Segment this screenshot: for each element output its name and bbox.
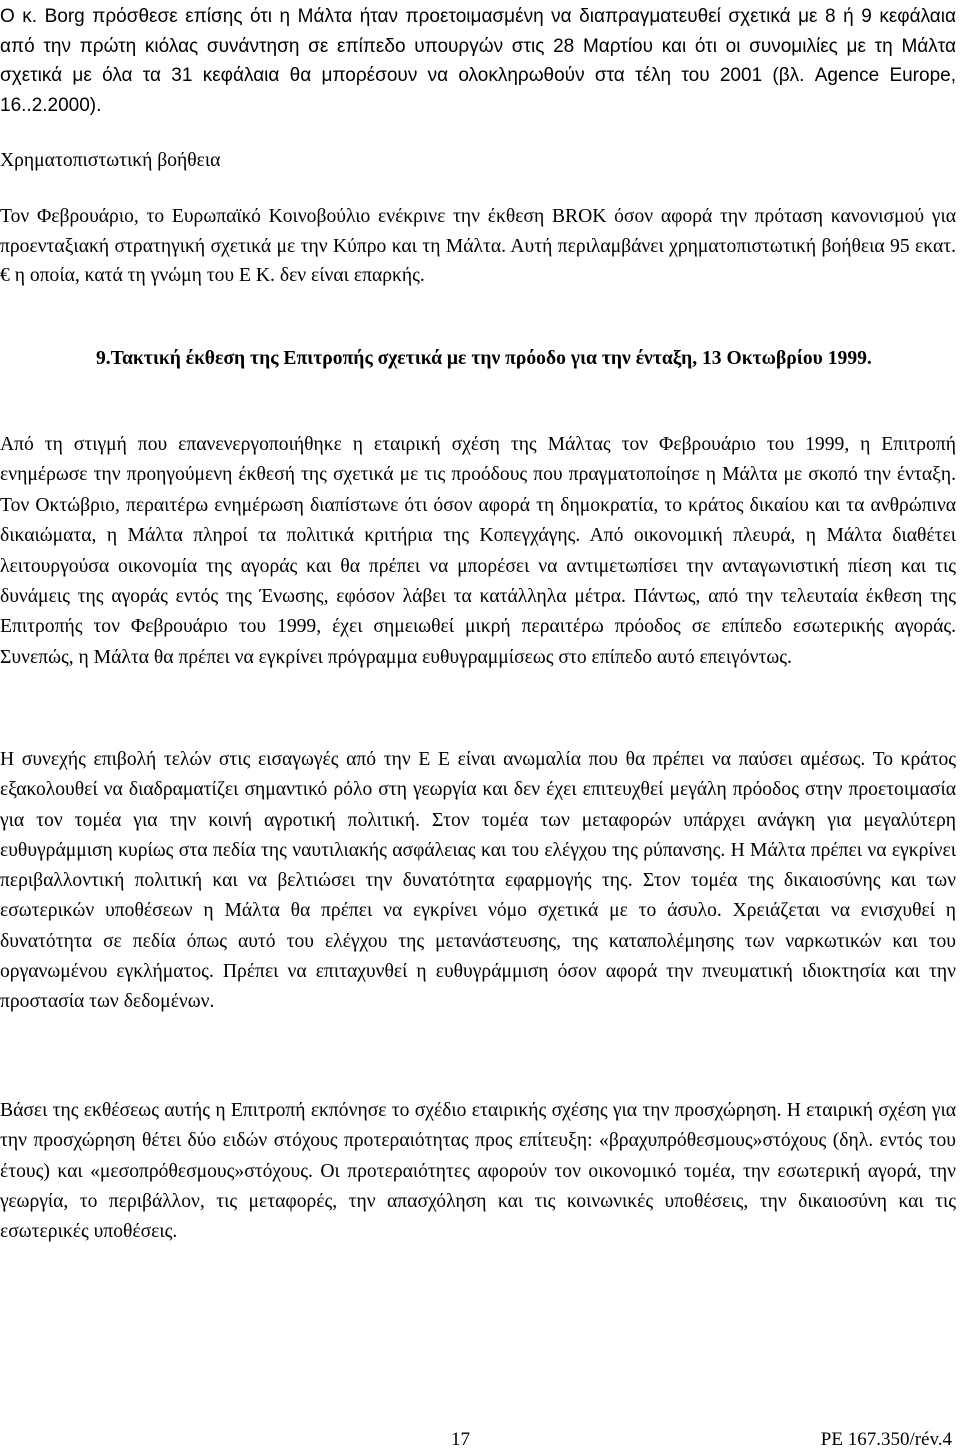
regular-report-paragraph: Από τη στιγμή που επανενεργοποιήθηκε η εταιρική σχέση της Μάλτας τον Φεβρουάριο του 1999, η Επιτροπή ενημέρωσε την προηγούμενη έκθεσή της σχετικά με τις προόδους που πραγματοποίησε η Μάλτα με σκοπό την ένταξη. Τον Οκτώβριο, περαιτέρω ενημέρωση διαπίστωνε ότι όσον αφορά τη δημοκρατία, το κράτος δικαίου και τα ανθρώπινα δικαιώματα, η Μάλτα πληροί τα πολιτικά κριτήρια της Κοπεγχάγης. Από οικονομική πλευρά, η Μάλτα διαθέτει λειτουργούσα οικονομία της αγοράς και θα πρέπει να μπορέσει να αντιμετωπίσει την ανταγωνιστική πίεση και τις δυνάμεις της αγοράς εντός της Ένωσης, εφόσον λάβει τα κατάλληλα μέτρα. Πάντως, από την τελευταία έκθεση της Επιτροπής τον Φεβρουάριο του 1999, έχει σημειωθεί μικρή περαιτέρω πρόοδος σε επίπεδο εσωτερικής αγοράς. Συνεπώς, η Μάλτα θα πρέπει να εγκρίνει πρόγραμμα ευθυγραμμίσεως στο επίπεδο αυτό επειγόντως. — [0, 434, 956, 668]
tariffs-paragraph: Η συνεχής επιβολή τελών στις εισαγωγές από την Ε Ε είναι ανωμαλία που θα πρέπει να παύσει αμέσως. Το κράτος εξακολουθεί να διαδραματίζει σημαντικό ρόλο στη γεωργία και δεν έχει επιτευχθεί μεγάλη πρόοδος στην προετοιμασία για τον τομέα για την κοινή αγροτική πολιτική. Στον τομέα των μεταφορών υπάρχει ανάγκη για μεγαλύτερη ευθυγράμμιση κυρίως στα πεδία της ναυτιλιακής ασφάλειας και του ελέγχου της ρύπανσης. Η Μάλτα πρέπει να εγκρίνει περιβαλλοντική πολιτική και να βελτιώσει την δυνατότητα εφαρμογής της. Στον τομέα της δικαιοσύνης και των εσωτερικών υποθέσεων η Μάλτα θα πρέπει να εγκρίνει νόμο σχετικά με το άσυλο. Χρειάζεται να ενισχυθεί η δυνατότητα σε πεδία όπως αυτό του ελέγχου της μετανάστευσης, της καταπολέμησης των ναρκωτικών και του οργανωμένου εγκλήματος. Πρέπει να επιταχυνθεί η ευθυγράμμιση όσον αφορά την πνευματική ιδιοκτησία και την προστασία των δεδομένων. — [0, 749, 956, 1013]
document-reference: PE 167.350/rév.4 — [820, 1429, 952, 1450]
intro-paragraph: Ο κ. Borg πρόσθεσε επίσης ότι η Μάλτα ήταν προετοιμασμένη να διαπραγματευθεί σχετικά με 8 ή 9 κεφάλαια από την πρώτη κιόλας συνάντηση σε επίπεδο υπουργών στις 28 Μαρτίου και ότι οι συνομιλίες με τη Μάλτα σχετικά με όλα τα 31 κεφάλαια θα μπορέσουν να ολοκληρωθούν στα τέλη του 2001 (βλ. Agence Europe, 16..2.2000). — [0, 6, 956, 116]
section-heading-regular-report: 9.Τακτική έκθεση της Επιτροπής σχετικά με την πρόοδο για την ένταξη, 13 Οκτωβρίου 1999. — [96, 348, 872, 369]
section-heading-financial-aid: Χρηματοπιστωτική βοήθεια — [0, 150, 221, 171]
accession-partnership-paragraph: Βάσει της εκθέσεως αυτής η Επιτροπή εκπόνησε το σχέδιο εταιρικής σχέσης για την προσχώρηση. Η εταιρική σχέση για την προσχώρηση θέτει δύο ειδών στόχους προτεραιότητας προς επίτευξη: «βραχυπρόθεσμους»στόχους (δηλ. εντός του έτους) και «μεσοπρόθεσμους»στόχους. Οι προτεραιότητες αφορούν τον οικονομικό τομέα, την εσωτερική αγορά, την γεωργία, το περιβάλλον, τις μεταφορές, την απασχόληση και τις κοινωνικές υποθέσεις, την δικαιοσύνη και τις εσωτερικές υποθέσεις. — [0, 1100, 956, 1243]
page-number: 17 — [451, 1429, 470, 1450]
financial-aid-paragraph: Τον Φεβρουάριο, το Ευρωπαϊκό Κοινοβούλιο ενέκρινε την έκθεση BROK όσον αφορά την πρόταση κανονισμού για προενταξιακή στρατηγική σχετικά με την Κύπρο και τη Μάλτα. Αυτή περιλαμβάνει χρηματοπιστωτική βοήθεια 95 εκατ. € η οποία, κατά τη γνώμη του Ε Κ. δεν είναι επαρκής. — [0, 206, 956, 287]
